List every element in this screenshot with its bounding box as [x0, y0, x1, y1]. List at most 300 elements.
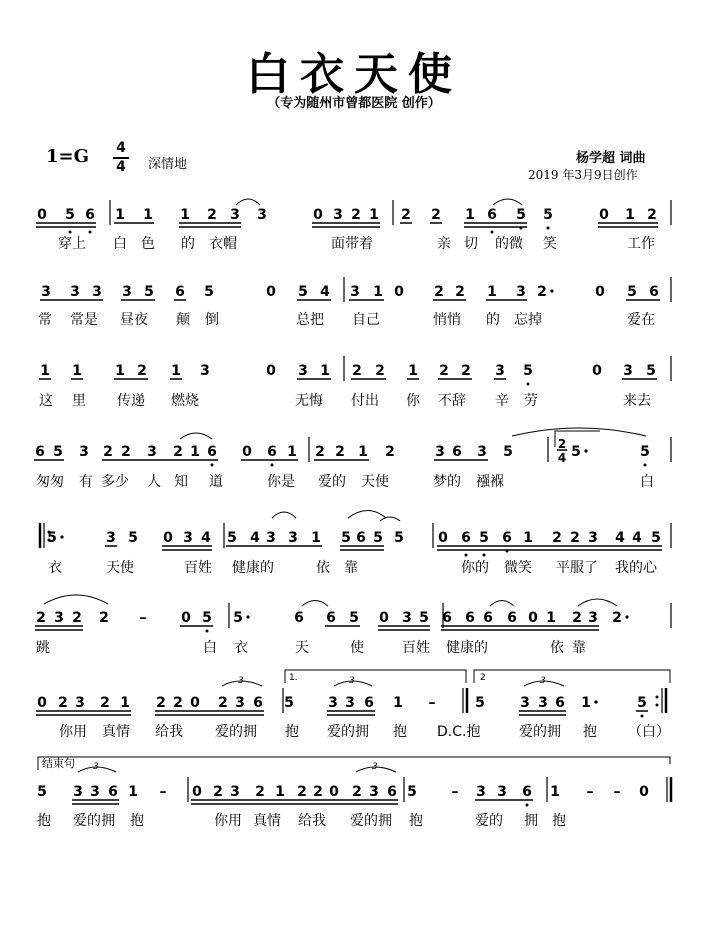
lyric-word: 悄悄	[433, 312, 461, 328]
note: 5	[204, 284, 214, 300]
note: 5	[627, 284, 637, 300]
octave-dot	[483, 554, 486, 557]
note: 0	[438, 530, 448, 546]
repeat-end	[656, 688, 667, 713]
slur	[578, 599, 617, 606]
augmentation-dot	[550, 289, 553, 292]
note: 5	[516, 207, 526, 223]
volta-1-label: 1.	[289, 673, 298, 683]
note: 3	[54, 610, 64, 626]
slur	[493, 199, 522, 205]
lyric-word: 抱	[583, 724, 597, 740]
note: 5	[233, 610, 243, 626]
lyric-word: 爱的拥	[327, 724, 369, 740]
note: 1	[523, 530, 533, 546]
octave-dot	[211, 464, 214, 467]
slur	[302, 601, 328, 607]
lyric-word: 真情	[102, 724, 130, 740]
lyric-word: 面带着	[331, 236, 373, 252]
song-subtitle: （专为随州市曾都医院 创作）	[267, 96, 441, 111]
octave-dot	[527, 383, 530, 386]
note: 2	[335, 444, 345, 460]
note: 4	[615, 530, 625, 546]
lyric-word: 襁褓	[476, 474, 504, 490]
note: 1	[120, 695, 130, 711]
note: 1	[128, 784, 138, 800]
lyric-word: 切	[464, 236, 478, 252]
note: 2	[401, 207, 411, 223]
note: 6	[364, 695, 374, 711]
note: 1	[40, 363, 50, 379]
note: 1	[287, 444, 297, 460]
note: 1	[487, 284, 497, 300]
note: 6	[452, 444, 462, 460]
note: 3	[333, 207, 343, 223]
lyric-word: 总把	[296, 312, 324, 328]
note: 5	[475, 695, 485, 711]
octave-dot	[465, 554, 468, 557]
note: 2	[352, 784, 362, 800]
augmentation-dot	[584, 449, 587, 452]
lyric-word: 天	[295, 640, 309, 656]
note: 2	[572, 610, 582, 626]
note: 3	[369, 784, 379, 800]
lyric-word: 你的	[461, 560, 489, 576]
lyric-word: 昼夜	[120, 312, 148, 328]
octave-dot	[644, 464, 647, 467]
note: 3	[623, 363, 633, 379]
note: 6	[207, 444, 217, 460]
note: 5	[523, 363, 533, 379]
lyric-word: 衣	[234, 640, 248, 656]
key-signature: 1=G	[46, 146, 89, 167]
note: 5	[298, 284, 308, 300]
note: 3	[122, 284, 132, 300]
note: 5	[37, 784, 47, 800]
lyric-word: 健康的	[446, 640, 488, 656]
meter-change	[557, 437, 567, 465]
lyric-word: 天使	[106, 560, 134, 576]
note: 6	[487, 207, 497, 223]
lyric-word: 依	[550, 640, 564, 656]
note: 5	[637, 695, 647, 711]
song-title: 白衣天使	[246, 49, 462, 100]
lyric-word: 工作	[627, 236, 655, 252]
note: 6	[465, 610, 475, 626]
note: 0	[190, 695, 200, 711]
note: 3	[588, 530, 598, 546]
triplet-mark: 3	[540, 676, 546, 686]
tie	[236, 199, 260, 205]
note: 5	[640, 444, 650, 460]
lyric-word: 白	[203, 640, 217, 656]
note: 3	[350, 284, 360, 300]
note: 2	[352, 363, 362, 379]
lyric-word: 白	[113, 236, 127, 252]
augmentation-dot	[625, 615, 628, 618]
note: –	[159, 784, 167, 800]
note: 4	[632, 530, 642, 546]
note: 0	[528, 610, 538, 626]
note: 5	[202, 610, 212, 626]
note: 3	[495, 363, 505, 379]
note: 3	[266, 530, 276, 546]
note: 1	[190, 444, 200, 460]
note: 2	[375, 363, 385, 379]
lyric-word: 穿上	[58, 236, 86, 252]
note: 3	[538, 695, 548, 711]
lyric-word: 倒	[205, 312, 219, 328]
note: 5	[419, 610, 429, 626]
lyric-word: 辛	[495, 393, 509, 409]
lyric-word: 色	[141, 236, 155, 252]
note: 3	[476, 784, 486, 800]
note: 6	[502, 530, 512, 546]
lyric-word: 抱	[130, 813, 144, 829]
note: 3	[75, 695, 85, 711]
note: 5	[479, 530, 489, 546]
note: 0	[394, 284, 404, 300]
note: 3	[516, 284, 526, 300]
augmentation-dot	[594, 700, 597, 703]
note: 6	[108, 784, 118, 800]
note: 0	[379, 610, 389, 626]
octave-dot	[89, 231, 92, 234]
note: 1	[358, 444, 368, 460]
note: 2	[173, 695, 183, 711]
lyric-word: 抱	[285, 724, 299, 740]
note: 2	[647, 207, 657, 223]
slur	[180, 433, 212, 439]
note: 3	[235, 695, 245, 711]
note: 1	[180, 207, 190, 223]
creation-date: 2019 年3月9日创作	[528, 168, 638, 182]
note: 6	[35, 444, 45, 460]
volta-2-label: 2	[480, 673, 486, 683]
note: 1	[581, 695, 591, 711]
note: 0	[639, 784, 649, 800]
double-barline	[667, 777, 671, 802]
note: 3	[257, 207, 267, 223]
note: 5	[503, 444, 513, 460]
note: 3	[477, 444, 487, 460]
lyric-word: 人	[147, 474, 161, 490]
note: 1	[369, 207, 379, 223]
slur	[490, 601, 514, 607]
note: 3	[90, 784, 100, 800]
slur	[348, 511, 386, 519]
note: 5	[144, 284, 154, 300]
lyric-word: 依	[316, 560, 330, 576]
volta-2-bracket	[474, 670, 670, 683]
lyric-word: 自己	[352, 312, 380, 328]
lyric-word: 不辞	[438, 393, 466, 409]
time-sig-bottom: 4	[116, 159, 126, 175]
lyric-word: 付出	[351, 393, 379, 409]
note: 1	[171, 363, 181, 379]
note: 3	[298, 363, 308, 379]
lyric-word: （白）	[628, 724, 670, 740]
triplet-mark: 3	[372, 762, 378, 772]
svg-text:2: 2	[557, 437, 567, 451]
note: 0	[192, 784, 202, 800]
lyric-word: 给我	[298, 813, 326, 829]
lyric-word: 微笑	[504, 560, 532, 576]
note: 1	[550, 784, 560, 800]
note: 2	[385, 444, 395, 460]
note: 5	[651, 530, 661, 546]
note: 3	[588, 610, 598, 626]
note: 0	[595, 284, 605, 300]
note: 2	[72, 610, 82, 626]
lyric-word: 衣	[48, 560, 62, 576]
lyric-word: 抱	[409, 813, 423, 829]
note: 5	[543, 207, 553, 223]
note: 0	[329, 784, 339, 800]
lyric-word: 有	[79, 474, 93, 490]
lyric-word: 梦的	[433, 474, 461, 490]
volta-1-bracket	[285, 670, 466, 683]
note: 0	[242, 444, 252, 460]
augmentation-dot	[60, 535, 63, 538]
lyric-word: 爱的拥	[519, 724, 561, 740]
note: 1	[465, 207, 475, 223]
time-sig-top: 4	[116, 140, 126, 156]
note: 5	[373, 530, 383, 546]
lyric-word: 燃烧	[171, 393, 199, 409]
note: 3	[345, 695, 355, 711]
note: 3	[230, 207, 240, 223]
triplet-mark: 3	[238, 676, 244, 686]
note: 6	[507, 610, 517, 626]
note: 6	[294, 610, 304, 626]
note: 6	[461, 530, 471, 546]
note: 1	[625, 207, 635, 223]
note: 6	[253, 695, 263, 711]
note: 1	[115, 363, 125, 379]
lyric-word: 匆匆	[36, 474, 64, 490]
note: 3	[73, 784, 83, 800]
note: 2	[455, 284, 465, 300]
lyric-word: 颠	[176, 312, 190, 328]
note: 3	[79, 444, 89, 460]
note: 4	[320, 284, 330, 300]
coda-bracket	[38, 757, 670, 770]
note: 2	[36, 610, 46, 626]
note: 3	[328, 695, 338, 711]
note: 0	[313, 207, 323, 223]
note: 5	[53, 444, 63, 460]
lyric-word: 笑	[543, 236, 557, 252]
note: 2	[313, 784, 323, 800]
note: 5	[341, 530, 351, 546]
note: 1	[408, 363, 418, 379]
note: 2	[137, 363, 147, 379]
lyric-word: 劳	[524, 393, 538, 409]
note: 6	[649, 284, 659, 300]
note: 0	[592, 363, 602, 379]
lyric-word: 使	[350, 640, 364, 656]
lyric-word: 爱的拥	[215, 724, 257, 740]
augmentation-dot	[246, 615, 249, 618]
octave-dot	[69, 231, 72, 234]
note: 3	[92, 284, 102, 300]
note: 3	[70, 284, 80, 300]
note: 1	[72, 363, 82, 379]
note: 2	[156, 695, 166, 711]
svg-text:4: 4	[557, 451, 567, 465]
lyric-word: 天使	[361, 474, 389, 490]
lyric-word: 衣帽	[209, 236, 237, 252]
lyric-word: 你	[406, 393, 420, 409]
lyric-word: 靠	[344, 560, 358, 576]
note: 2	[173, 444, 183, 460]
lyric-word: 知	[174, 474, 188, 490]
note: 6	[356, 530, 366, 546]
note: 0	[163, 530, 173, 546]
note: 2	[537, 284, 547, 300]
note: 5	[407, 784, 417, 800]
note: 5	[65, 207, 75, 223]
note: 2	[255, 784, 265, 800]
note: 6	[522, 784, 532, 800]
note: 6	[267, 444, 277, 460]
octave-dot	[547, 227, 550, 230]
note: 4	[201, 530, 211, 546]
lyric-word: 百姓	[402, 640, 430, 656]
note: 0	[266, 284, 276, 300]
note: –	[613, 784, 621, 800]
note: 3	[230, 784, 240, 800]
note: 5	[47, 530, 57, 546]
octave-dot	[491, 231, 494, 234]
lyric-word: 你是	[267, 474, 295, 490]
note: 0	[599, 207, 609, 223]
lyric-word: 平服了	[556, 560, 598, 576]
double-barline	[463, 688, 467, 713]
note: –	[139, 610, 147, 626]
lyric-word: 多少	[101, 474, 129, 490]
slur	[272, 512, 296, 518]
note: 1	[275, 784, 285, 800]
coda-label: 结束句	[42, 757, 75, 770]
note: 2	[315, 444, 325, 460]
lyric-word: 我的心	[615, 560, 657, 576]
lyric-word: 这	[39, 393, 53, 409]
lyric-word: 白	[640, 474, 654, 490]
triplet-mark: 3	[93, 762, 99, 772]
note: 3	[106, 530, 116, 546]
note: 2	[121, 444, 131, 460]
note: 0	[266, 363, 276, 379]
note: 6	[483, 610, 493, 626]
lyric-word: 爱的拥	[350, 813, 392, 829]
note: 6	[326, 610, 336, 626]
lyric-word: 常	[38, 312, 52, 328]
note: 2	[570, 530, 580, 546]
note: 3	[41, 284, 51, 300]
note: 5	[284, 695, 294, 711]
note: 2	[213, 784, 223, 800]
lyric-word: 拥	[524, 813, 538, 829]
note: –	[428, 695, 436, 711]
note: 2	[100, 695, 110, 711]
note: 2	[439, 363, 449, 379]
tempo-marking: 深情地	[148, 157, 188, 172]
note: 2	[103, 444, 113, 460]
note: 1	[311, 530, 321, 546]
note: 2	[351, 207, 361, 223]
note: 1	[373, 284, 383, 300]
tie	[512, 428, 646, 436]
lyric-word: 常是	[70, 312, 98, 328]
lyric-word: 来去	[623, 393, 651, 409]
lyric-word: 跳	[36, 640, 50, 656]
lyric-word: 抱	[37, 813, 51, 829]
note: 3	[520, 695, 530, 711]
note: 6	[175, 284, 185, 300]
note: 5	[646, 363, 656, 379]
note: 5	[571, 444, 581, 460]
note: 0	[37, 207, 47, 223]
note: 6	[85, 207, 95, 223]
note: 1	[546, 610, 556, 626]
note: 5	[349, 610, 359, 626]
note: 2	[612, 610, 622, 626]
lyric-word: 的	[181, 236, 195, 252]
note: 2	[218, 695, 228, 711]
composer-credit: 杨学超 词曲	[576, 151, 646, 166]
note: 2	[431, 207, 441, 223]
lyric-word: 抱	[393, 724, 407, 740]
note: 2	[207, 207, 217, 223]
lyric-word: 忘掉	[514, 312, 542, 328]
lyric-word: 你用	[214, 813, 242, 829]
note: –	[586, 784, 594, 800]
lyric-word: 百姓	[184, 560, 212, 576]
note: 2	[58, 695, 68, 711]
note: 2	[297, 784, 307, 800]
note: 2	[434, 284, 444, 300]
note: 3	[183, 530, 193, 546]
lyric-word: 道	[209, 474, 223, 490]
lyric-word: 抱	[552, 813, 566, 829]
note: 0	[181, 610, 191, 626]
note: 3	[200, 363, 210, 379]
note: 1	[143, 207, 153, 223]
lyric-word: 里	[72, 393, 86, 409]
note: 2	[99, 610, 109, 626]
lyric-word: 爱在	[627, 312, 655, 328]
note: 6	[555, 695, 565, 711]
lyric-word: 的微	[495, 236, 523, 252]
note: 3	[288, 530, 298, 546]
note: –	[451, 784, 459, 800]
note: 6	[442, 610, 452, 626]
lyric-word: 传递	[117, 393, 145, 409]
lyric-word: 无悔	[295, 393, 323, 409]
lyric-word: 你用	[59, 724, 87, 740]
note: 1	[393, 695, 403, 711]
note: 5	[227, 530, 237, 546]
lyric-word: 亲	[437, 236, 451, 252]
note: 3	[147, 444, 157, 460]
note: 3	[402, 610, 412, 626]
note: 5	[394, 530, 404, 546]
lyric-word: 爱的	[475, 813, 503, 829]
lyric-word: 爱的拥	[73, 813, 115, 829]
lyric-word: 的	[486, 312, 500, 328]
